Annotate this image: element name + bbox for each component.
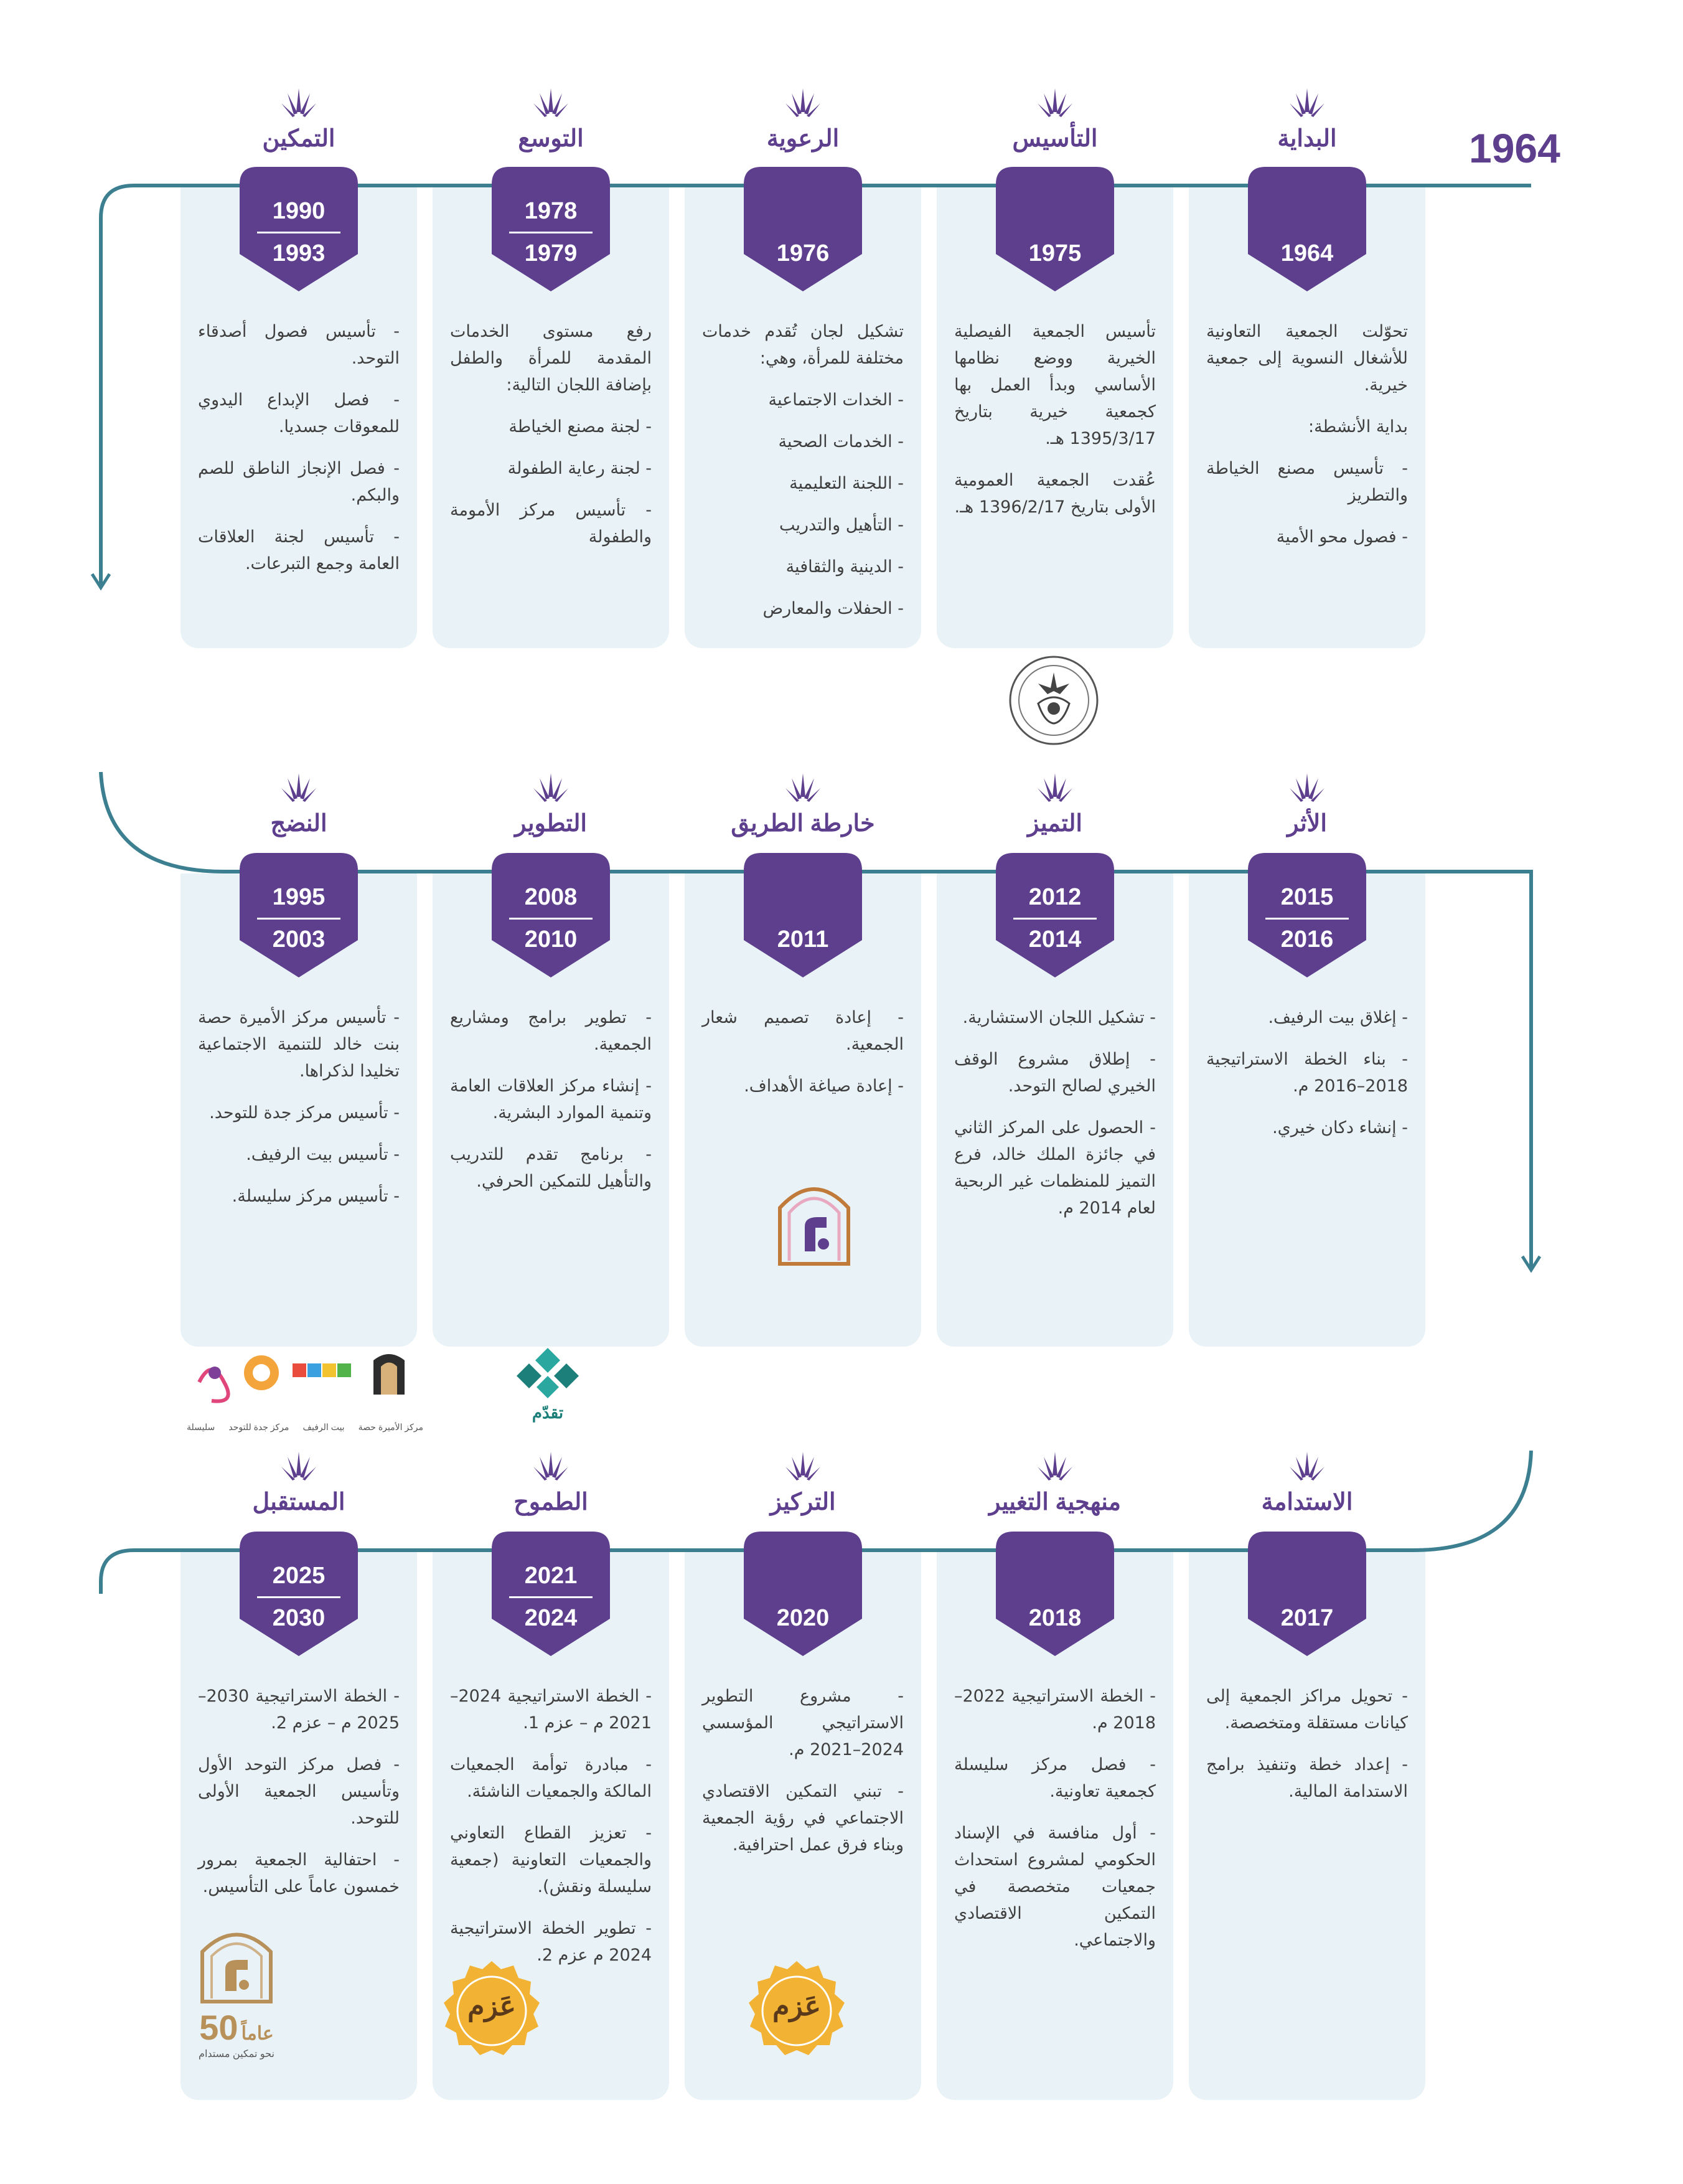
year-separator [1013, 918, 1097, 920]
badge-shape [240, 853, 358, 977]
badge-shape [492, 167, 610, 291]
year-separator [1265, 918, 1349, 920]
stage-body [198, 1004, 400, 1225]
stage-paragraph: - فصل الإبداع اليدوي للمعوقات جسديا. [198, 390, 400, 436]
year-badge [744, 853, 862, 977]
year-end: 2030 [272, 1605, 326, 1631]
year-start: 2021 [524, 1563, 578, 1589]
azm-label-1: عَزم [467, 1990, 516, 2022]
year-badge [996, 167, 1114, 291]
stage-paragraph: - تطوير برامج ومشاريع الجمعية. [450, 1008, 652, 1054]
stage-paragraph: عُقدت الجمعية العمومية الأولى بتاريخ 1396/2/17 هـ. [954, 471, 1156, 517]
stage-paragraph: - إعادة صياغة الأهداف. [744, 1076, 904, 1096]
stage-title: التطوير [515, 811, 587, 837]
stage-title: الأثر [1287, 811, 1327, 837]
year-separator [257, 1596, 340, 1598]
badge-shape [240, 167, 358, 291]
badge-shape [492, 853, 610, 977]
stage-paragraph: - التأهيل والتدريب [779, 515, 904, 535]
stage-body [1206, 1004, 1408, 1156]
stage-paragraph: - تعزيز القطاع التعاوني والجمعيات التعاونية (جمعية سليسلة ونقش). [450, 1824, 652, 1896]
badge-shape [1248, 167, 1366, 291]
year-start: 1978 [524, 198, 578, 224]
sparkle-icon [1288, 772, 1326, 803]
logo-label-0: سليسلة [187, 1422, 215, 1432]
year-single: 2011 [777, 926, 829, 953]
year-end: 2024 [524, 1605, 578, 1631]
year-separator [257, 232, 340, 233]
year-end: 2014 [1028, 926, 1082, 953]
fifty-word: عاماً [241, 2023, 274, 2044]
stage-paragraph: - الدينية والثقافية [785, 557, 904, 577]
stage-paragraph: - إنشاء دكان خيري. [1272, 1118, 1408, 1137]
year-single: 1975 [1028, 240, 1082, 266]
timeline-start-year: 1964 [1469, 125, 1560, 171]
stage-paragraph: - مبادرة توأمة الجمعيات المالكة والجمعيات الناشئة. [450, 1755, 652, 1801]
stage-body [954, 1004, 1156, 1236]
year-badge [1248, 1532, 1366, 1656]
stage-paragraph: - الخطة الاستراتيجية 2022–2018 م. [954, 1687, 1156, 1733]
sparkle-icon [1288, 1451, 1326, 1482]
badge-shape [744, 853, 862, 977]
stage-paragraph: - تأسيس لجنة العلاقات العامة وجمع التبرعات. [198, 527, 400, 573]
stage-paragraph: - تأسيس مركز الأميرة حصة بنت خالد للتنمية الاجتماعية تخليدا لذكراها. [198, 1008, 400, 1081]
year-start: 2012 [1028, 884, 1082, 910]
year-single: 2018 [1028, 1605, 1082, 1631]
stage-paragraph: - تأسيس مركز سليسلة. [232, 1187, 400, 1206]
stage-paragraph: تأسيس الجمعية الفيصلية الخيرية ووضع نظامها الأساسي وبدأ العمل بها كجمعية خيرية بتاريخ 1395/3/17 هـ. [954, 322, 1156, 448]
badge-shape [996, 1532, 1114, 1656]
year-separator [509, 232, 593, 233]
stage-paragraph: - تطوير الخطة الاستراتيجية 2024 م عزم 2. [450, 1919, 652, 1965]
year-badge [240, 853, 358, 977]
stage-paragraph: - مشروع التطوير الاستراتيجي المؤسسي 2024–2021 م. [702, 1687, 904, 1759]
stage-title: خارطة الطريق [731, 811, 875, 837]
stage-paragraph: - تبني التمكين الاقتصادي الاجتماعي في رؤية الجمعية وبناء فرق عمل احترافية. [702, 1782, 904, 1855]
year-single: 1976 [776, 240, 830, 266]
year-end: 2010 [524, 926, 578, 953]
stage-body [954, 318, 1156, 535]
stage-paragraph: - لجنة رعاية الطفولة [507, 459, 652, 478]
stage-title: التركيز [770, 1489, 836, 1515]
year-badge [996, 1532, 1114, 1656]
stage-paragraph: - الخدمات الصحية [778, 432, 904, 451]
faisaliah-roadmap-logo [771, 1170, 858, 1270]
year-badge [1248, 853, 1366, 977]
stage-paragraph: - أول منافسة في الإسناد الحكومي لمشروع استحداث جمعيات متخصصة في التمكين الاقتصادي والاجتماعي. [954, 1824, 1156, 1950]
badge-shape [744, 1532, 862, 1656]
stage-title: المستقبل [252, 1489, 345, 1515]
badge-shape [996, 167, 1114, 291]
stage-title: النضج [270, 811, 327, 837]
stage-body [198, 318, 400, 592]
stage-body [702, 1683, 904, 1873]
logo-label-3: مركز الأميرة حصة [358, 1422, 423, 1432]
stage-body [1206, 1683, 1408, 1820]
stage-paragraph: - فصول محو الأمية [1276, 527, 1408, 547]
stage-body [702, 318, 904, 637]
year-badge [492, 853, 610, 977]
stage-paragraph: - إغلاق بيت الرفيف. [1268, 1008, 1408, 1027]
year-single: 2020 [776, 1605, 830, 1631]
sparkle-icon [280, 1451, 317, 1482]
stage-paragraph: - الخطة الاستراتيجية 2024–2021 م – عزم 1. [450, 1687, 652, 1733]
stage-paragraph: رفع مستوى الخدمات المقدمة للمرأة والطفل بإضافة اللجان التالية: [450, 322, 652, 395]
year-single: 1964 [1280, 240, 1334, 266]
stage-title: التمكين [262, 126, 335, 152]
stage-body [1206, 318, 1408, 565]
year-start: 2015 [1280, 884, 1334, 910]
stage-paragraph: تشكيل لجان تُقدم خدمات مختلفة للمرأة، وهي: [702, 322, 904, 368]
badge-shape [1248, 853, 1366, 977]
stage-paragraph: - تأسيس مركز الأمومة والطفولة [450, 501, 652, 547]
stage-paragraph: - الحصول على المركز الثاني في جائزة الملك خالد، فرع التميز للمنظمات غير الربحية لعام 2014 م. [954, 1118, 1156, 1218]
taqaddam-logo [510, 1345, 585, 1426]
stage-paragraph: - تأسيس مركز جدة للتوحد. [209, 1103, 400, 1123]
year-badge [240, 1532, 358, 1656]
stage-body [450, 318, 652, 565]
stage-paragraph: - إعادة تصميم شعار الجمعية. [702, 1008, 904, 1054]
stage-paragraph: - تأسيس بيت الرفيف. [246, 1145, 400, 1164]
stage-paragraph: - اللجنة التعليمية [789, 474, 904, 493]
stage-body [954, 1683, 1156, 1969]
center-logos-strip [187, 1345, 423, 1432]
sparkle-icon [784, 772, 822, 803]
stage-body [450, 1683, 652, 1984]
sparkle-icon [784, 1451, 822, 1482]
stage-paragraph: - احتفالية الجمعية بمرور خمسون عاماً على التأسيس. [198, 1850, 400, 1896]
stage-paragraph: - تأسيس مصنع الخياطة والتطريز [1206, 459, 1408, 505]
year-badge [744, 1532, 862, 1656]
stage-paragraph: - الخدات الاجتماعية [768, 390, 904, 410]
stage-paragraph: - فصل مركز سليسلة كجمعية تعاونية. [954, 1755, 1156, 1801]
logo-label-1: مركز جدة للتوحد [228, 1422, 289, 1432]
year-separator [257, 918, 340, 920]
year-end: 2003 [272, 926, 326, 953]
year-badge [492, 167, 610, 291]
year-badge [1248, 167, 1366, 291]
sparkle-icon [1036, 772, 1074, 803]
sparkle-icon [532, 87, 570, 118]
badge-shape [492, 1532, 610, 1656]
year-end: 1979 [524, 240, 578, 266]
sparkle-icon [1036, 1451, 1074, 1482]
society-seal-logo [1007, 654, 1100, 747]
stage-title: الطموح [513, 1489, 588, 1515]
stage-paragraph: - إطلاق مشروع الوقف الخيري لصالح التوحد. [954, 1050, 1156, 1096]
year-start: 1995 [272, 884, 326, 910]
stage-paragraph: - إنشاء مركز العلاقات العامة وتنمية الموارد البشرية. [450, 1076, 652, 1123]
year-badge [744, 167, 862, 291]
stage-paragraph: بداية الأنشطة: [1308, 417, 1408, 436]
stage-title: التوسع [518, 126, 584, 152]
year-separator [509, 1596, 593, 1598]
sparkle-icon [280, 772, 317, 803]
stage-paragraph: - تأسيس فصول أصدقاء التوحد. [198, 322, 400, 368]
year-badge [492, 1532, 610, 1656]
badge-shape [240, 1532, 358, 1656]
fifty-tagline: نحو تمكين مستدام [199, 2049, 274, 2059]
year-start: 1990 [272, 198, 326, 224]
stage-paragraph: - تحويل مراكز الجمعية إلى كيانات مستقلة ومتخصصة. [1206, 1687, 1408, 1733]
year-end: 1993 [272, 240, 326, 266]
sparkle-icon [1036, 87, 1074, 118]
fifty-number: 50 [199, 2008, 238, 2047]
sparkle-icon [1288, 87, 1326, 118]
stage-title: الرعوية [766, 126, 840, 152]
azm-badge-2 [744, 1958, 850, 2064]
stage-title: البداية [1277, 126, 1337, 152]
badge-shape [996, 853, 1114, 977]
stage-title: التأسيس [1012, 126, 1098, 152]
stage-paragraph: - برنامج تقدم للتدريب والتأهيل للتمكين الحرفي. [450, 1145, 652, 1191]
year-single: 2017 [1280, 1605, 1334, 1631]
year-badge [996, 853, 1114, 977]
year-start: 2008 [524, 884, 578, 910]
stage-paragraph: - لجنة مصنع الخياطة [509, 417, 652, 436]
stage-paragraph: - بناء الخطة الاستراتيجية 2018–2016 م. [1206, 1050, 1408, 1096]
year-badge [240, 167, 358, 291]
sparkle-icon [532, 772, 570, 803]
stage-paragraph: - فصل الإنجاز الناطق للصم والبكم. [198, 459, 400, 505]
badge-shape [744, 167, 862, 291]
year-end: 2016 [1280, 926, 1334, 953]
stage-paragraph: - تشكيل اللجان الاستشارية. [962, 1008, 1156, 1027]
stage-body [702, 1004, 904, 1114]
azm-label-2: عَزم [772, 1990, 821, 2022]
stage-body [198, 1683, 400, 1915]
fifty-years-logo [187, 1918, 286, 2061]
stage-paragraph: - الخطة الاستراتيجية 2030–2025 م – عزم 2. [198, 1687, 400, 1733]
sparkle-icon [784, 87, 822, 118]
stage-paragraph: - إعداد خطة وتنفيذ برامج الاستدامة المالية. [1206, 1755, 1408, 1801]
sparkle-icon [280, 87, 317, 118]
taqaddam-label: تقدّم [532, 1403, 564, 1422]
badge-shape [1248, 1532, 1366, 1656]
year-separator [509, 918, 593, 920]
stage-paragraph: - فصل مركز التوحد الأول وتأسيس الجمعية الأولى للتوحد. [198, 1755, 400, 1828]
year-start: 2025 [272, 1563, 326, 1589]
stage-title: التميز [1027, 811, 1082, 837]
sparkle-icon [532, 1451, 570, 1482]
stage-paragraph: - الحفلات والمعارض [762, 599, 904, 618]
stage-title: الاستدامة [1261, 1489, 1353, 1515]
logo-label-2: بيت الرفيف [302, 1422, 345, 1432]
azm-badge-1 [439, 1958, 545, 2064]
stage-body [450, 1004, 652, 1210]
stage-paragraph: تحوّلت الجمعية التعاونية للأشغال النسوية إلى جمعية خيرية. [1206, 322, 1408, 395]
stage-title: منهجية التغيير [988, 1489, 1122, 1515]
